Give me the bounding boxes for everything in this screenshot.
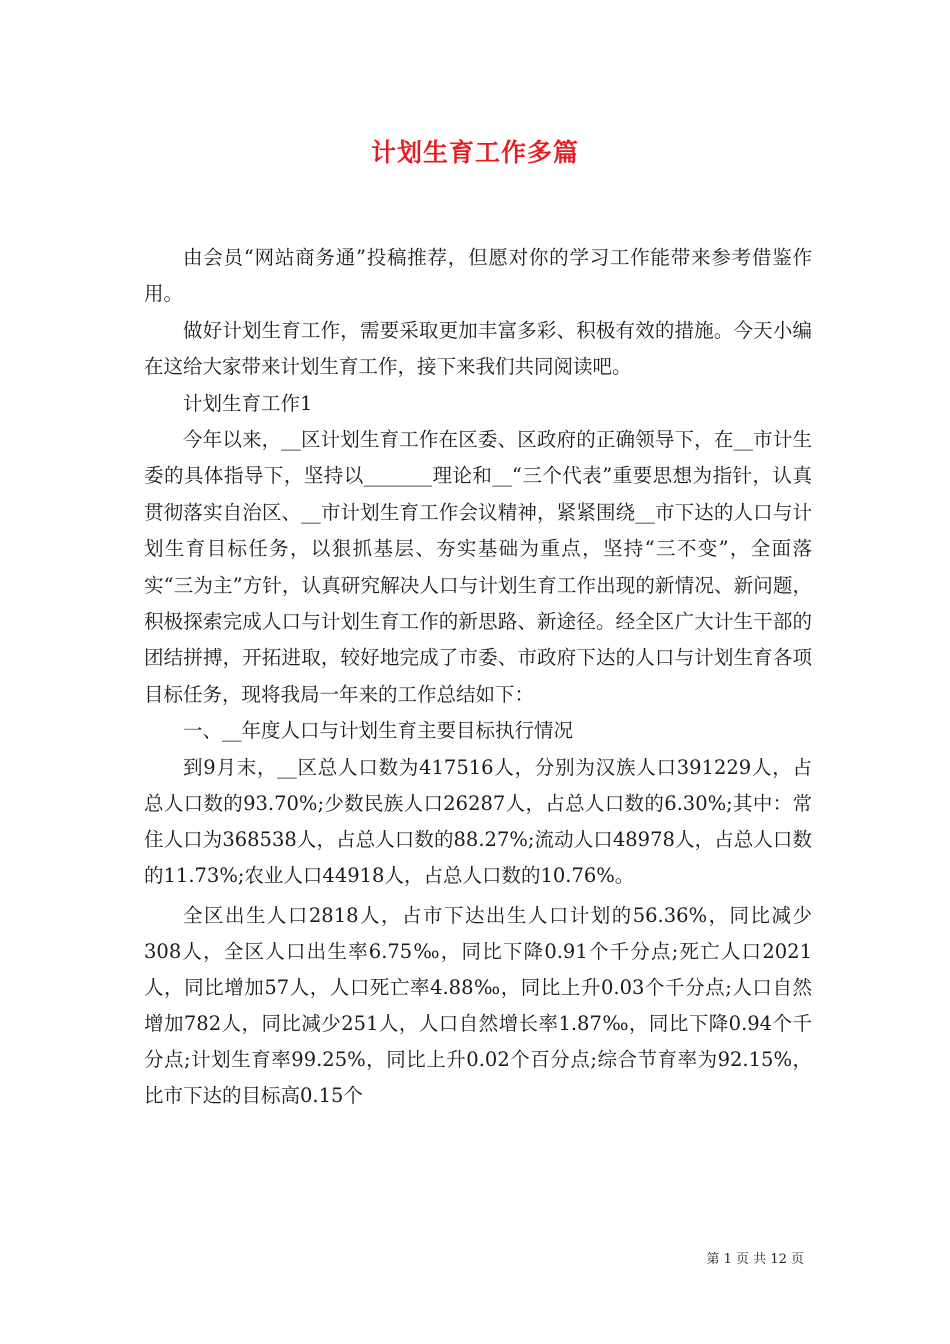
intro-paragraph: 由会员“网站商务通”投稿推荐，但愿对你的学习工作能带来参考借鉴作用。 [144, 246, 812, 306]
subsection-heading: 一、__年度人口与计划生育主要目标执行情况 [183, 719, 574, 743]
page-number-footer: 第 1 页 共 12 页 [706, 1252, 804, 1267]
section-heading: 计划生育工作1 [183, 391, 313, 415]
birth-rate-paragraph: 全区出生人口2818人，占市下达出生人口计划的56.36%，同比减少308人，全区人口出生率6.75‰，同比下降0.91个千分点;死亡人口2021人，同比增加57人，人口死亡率4.88‰，同比上升0.03个千分点;人口自然增加782人，同比减少251人，人口自然增长率1.87‰，同比下降0.94个千分点;计划生育率99.25%，同比上升0.02个百分点;综合节育率为92.15%，比市下达的目标高0.15个 [144, 903, 812, 1107]
summary-paragraph: 今年以来，__区计划生育工作在区委、区政府的正确领导下，在__市计生委的具体指导下，坚持以_______理论和__“三个代表”重要思想为指针，认真贯彻落实自治区、__市计划生育工作会议精神，紧紧围绕__市下达的人口与计划生育目标任务，以狠抓基层、夯实基础为重点，坚持“三不变”，全面落实“三为主”方针，认真研究解决人口与计划生育工作出现的新情况、新问题，积极探索完成人口与计划生育工作的新思路、新途径。经全区广大计生干部的团结拼搏，开拓进取，较好地完成了市委、市政府下达的人口与计划生育各项目标任务，现将我局一年来的工作总结如下： [144, 428, 812, 706]
lead-paragraph: 做好计划生育工作，需要采取更加丰富多彩、积极有效的措施。今天小编在这给大家带来计划生育工作，接下来我们共同阅读吧。 [144, 318, 812, 379]
document-body [144, 240, 812, 1114]
document-title: 计划生育工作多篇 [370, 138, 579, 167]
population-paragraph: 到9月末，__区总人口数为417516人，分别为汉族人口391229人，占总人口数的93.70%;少数民族人口26287人，占总人口数的6.30%;其中：常住人口为368538人，占总人口数的88.27%;流动人口48978人，占总人口数的11.73%;农业人口44918人，占总人口数的10.76%。 [144, 755, 812, 887]
